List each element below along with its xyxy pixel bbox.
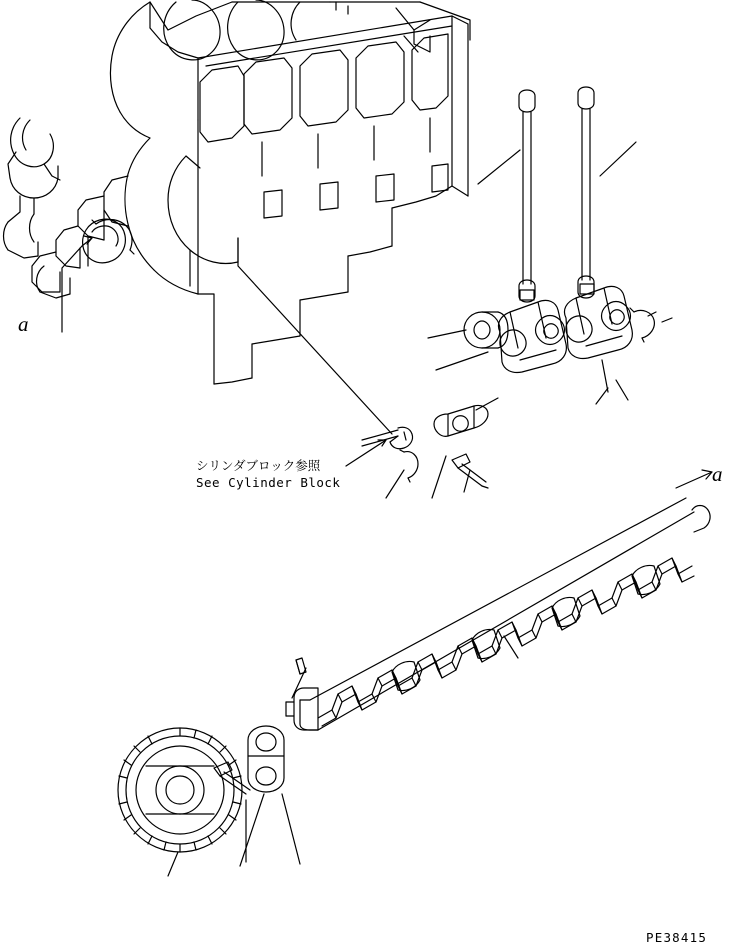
rocker-shaft	[238, 238, 413, 466]
cylinder-block-note-japanese: シリンダブロック参照	[196, 458, 321, 473]
cylinder-block-assembly	[4, 0, 471, 384]
drawing-part-number: PE38415	[646, 930, 708, 945]
callout-arrow-right	[676, 470, 712, 488]
push-rods	[478, 87, 636, 302]
camshaft-gear	[118, 728, 242, 852]
callout-a-right: a	[712, 462, 723, 486]
cylinder-block-note-english: See Cylinder Block	[196, 475, 341, 490]
camshaft-assembly	[118, 498, 710, 876]
rocker-arm-assembly	[428, 284, 672, 404]
callout-a-left: a	[18, 312, 29, 336]
